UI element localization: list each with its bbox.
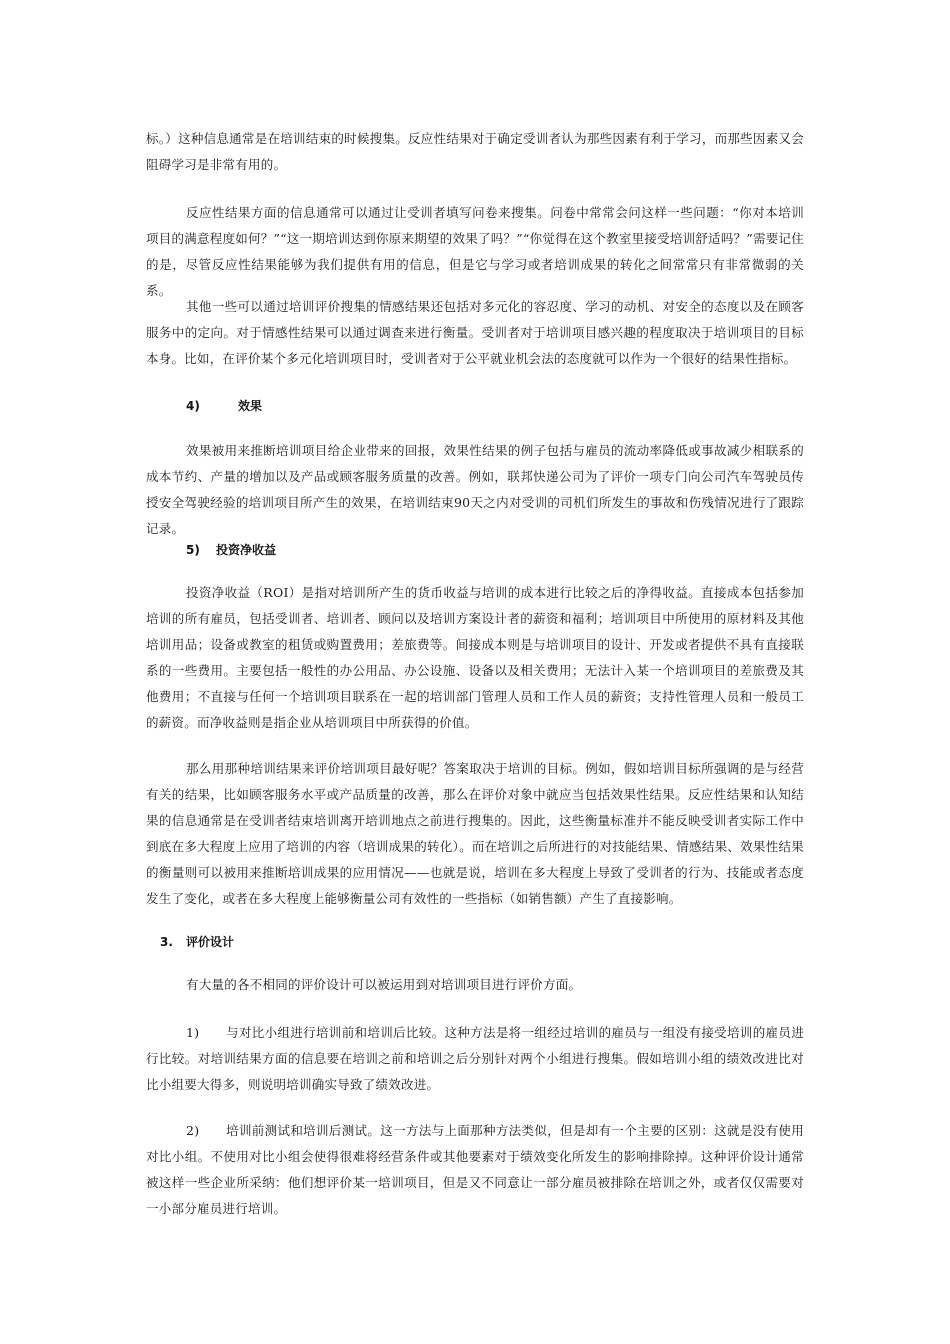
list-item-text-2: 培训前测试和培训后测试。这一方法与上面那种方法类似，但是却有一个主要的区别：这就是没有使用对比小组。不使用对比小组会使得很难将经营条件或其他要素对于绩效变化所发生的影响排除掉。这种评价设计通常被这样一些企业所采纳：他们想评价某一培训项目，但是又不同意让一部分雇员被排除在培训之外，或者仅仅需要对一小部分雇员进行培训。 (146, 1123, 804, 1216)
list-item-number-1: 1) (186, 1025, 200, 1040)
list-item-text-1: 与对比小组进行培训前和培训后比较。这种方法是将一组经过培训的雇员与一组没有接受培训的雇员进行比较。对培训结果方面的信息要在培训之前和培训之后分别针对两个小组进行搜集。假如培训小组的绩效改进比对比小组要大得多，则说明培训确实导致了绩效改进。 (146, 1025, 804, 1092)
list-item-number-2: 2) (186, 1123, 200, 1138)
paragraph-design-intro: 有大量的各不相同的评价设计可以被运用到对培训项目进行评价方面。 (186, 977, 582, 992)
paragraph-affective-outcomes: 其他一些可以通过培训评价搜集的情感结果还包括对多元化的容忍度、学习的动机、对安全的态度以及在顾客服务中的定向。对于情感性结果可以通过调查来进行衡量。受训者对于培训项目感兴趣的程度取决于培训项目的目标本身。比如，在评价某个多元化培训项目时，受训者对于公平就业机会法的态度就可以作为一个很好的结果性指标。 (146, 299, 804, 366)
heading-evaluation-design (160, 932, 234, 952)
heading-results (186, 396, 262, 416)
heading-roi (186, 540, 276, 560)
heading-evaluation-design-text: 评价设计 (186, 935, 235, 949)
heading-results-number: 4) (186, 399, 200, 413)
heading-results-text: 效果 (238, 399, 263, 413)
paragraph-reaction-timing: 标。）这种信息通常是在培训结束的时候搜集。反应性结果对于确定受训者认为那些因素有利于学习，而那些因素又会阻碍学习是非常有用的。 (146, 131, 804, 172)
heading-roi-text: 投资净收益 (216, 543, 277, 557)
paragraph-results: 效果被用来推断培训项目给企业带来的回报，效果性结果的例子包括与雇员的流动率降低或事故减少相联系的成本节约、产量的增加以及产品或顾客服务质量的改善。例如，联邦快递公司为了评价一项专门向公司汽车驾驶员传授安全驾驶经验的培训项目所产生的效果，在培训结束90天之内对受训的司机们所发生的事故和伤残情况进行了跟踪记录。 (146, 443, 804, 536)
paragraph-roi: 投资净收益（ROI）是指对培训所产生的货币收益与培训的成本进行比较之后的净得收益。直接成本包括参加培训的所有雇员，包括受训者、培训者、顾问以及培训方案设计者的薪资和福利；培训项目中所使用的原材料及其他培训用品；设备或教室的租赁或购置费用；差旅费等。间接成本则是与培训项目的设计、开发或者提供不具有直接联系的一些费用。主要包括一般性的办公用品、办公设施、设备以及相关费用；无法计入某一个培训项目的差旅费及其他费用；不直接与任何一个培训项目联系在一起的培训部门管理人员和工作人员的薪资；支持性管理人员和一般员工的薪资。而净收益则是指企业从培训项目中所获得的价值。 (146, 585, 804, 730)
list-item-comparison-group (146, 1020, 804, 1098)
list-item-pretest-posttest (146, 1118, 804, 1222)
heading-roi-number: 5) (186, 543, 200, 557)
paragraph-choosing-outcomes: 那么用那种培训结果来评价培训项目最好呢？答案取决于培训的目标。例如，假如培训目标所强调的是与经营有关的结果，比如顾客服务水平或产品质量的改善，那么在评价对象中就应当包括效果性结果。反应性结果和认知结果的信息通常是在受训者结束培训离开培训地点之前进行搜集的。因此，这些衡量标准并不能反映受训者实际工作中到底在多大程度上应用了培训的内容（培训成果的转化）。而在培训之后所进行的对技能结果、情感结果、效果性结果的衡量则可以被用来推断培训成果的应用情况——也就是说，培训在多大程度上导致了受训者的行为、技能或者态度发生了变化，或者在多大程度上能够衡量公司有效性的一些指标（如销售额）产生了直接影响。 (146, 761, 804, 906)
heading-evaluation-design-number: 3. (160, 935, 173, 949)
paragraph-reaction-questionnaire: 反应性结果方面的信息通常可以通过让受训者填写问卷来搜集。问卷中常常会问这样一些问题：“你对本培训项目的满意程度如何？”“这一期培训达到你原来期望的效果了吗？”“你觉得在这个教室里接受培训舒适吗？”需要记住的是，尽管反应性结果能够为我们提供有用的信息，但是它与学习或者培训成果的转化之间常常只有非常微弱的关系。 (146, 205, 804, 298)
